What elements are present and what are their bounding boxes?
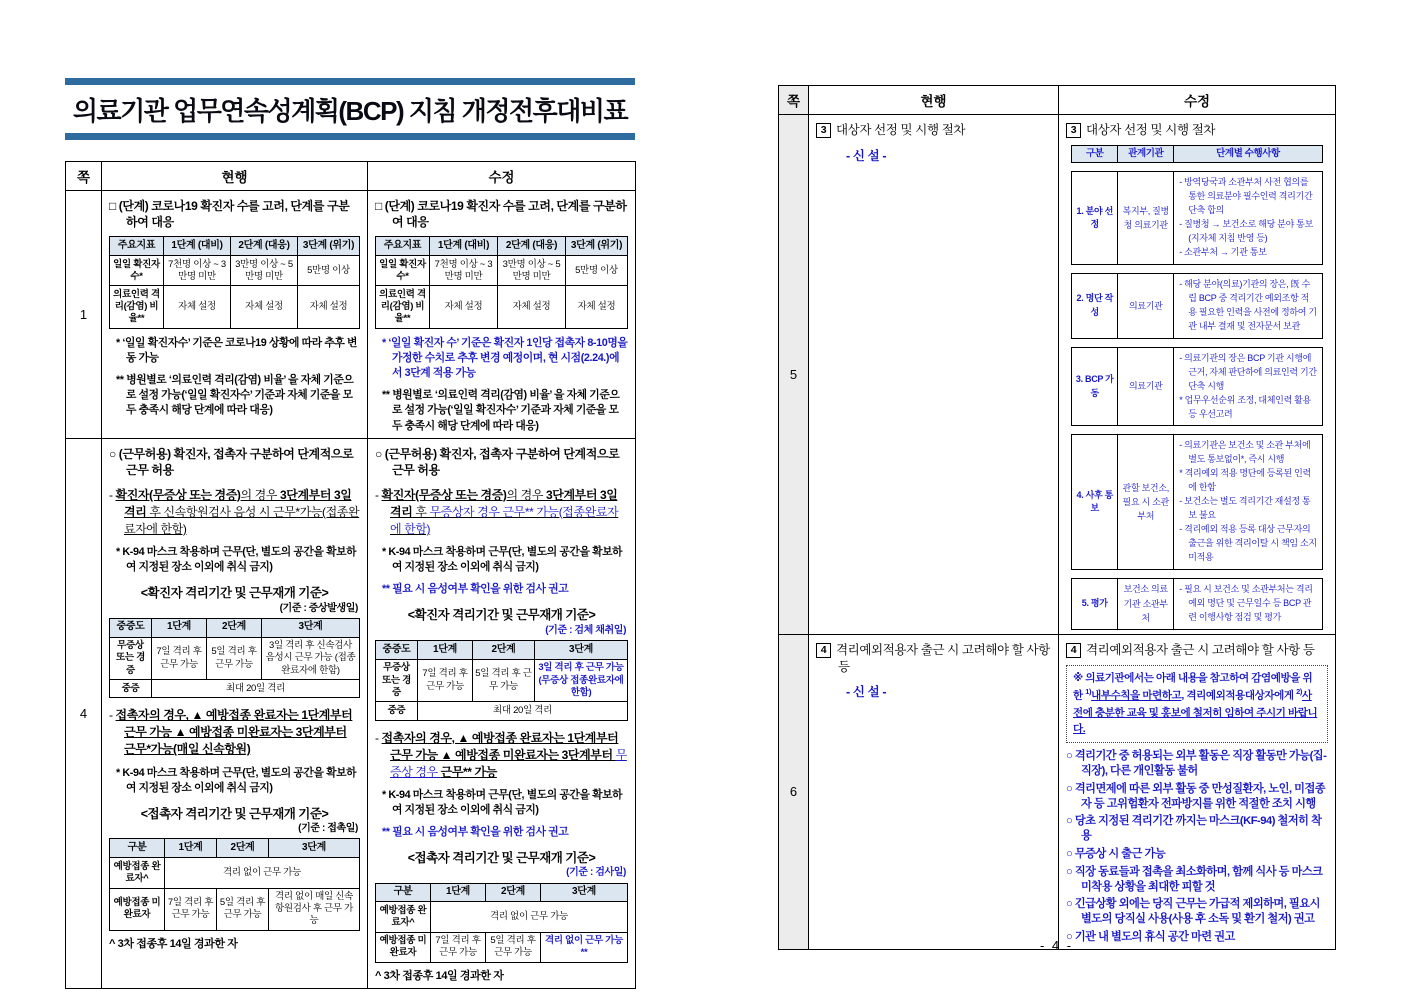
right-table-header-row: [779, 86, 1336, 115]
proc-step: 2. 명단 작성: [1072, 274, 1118, 339]
stage-h1: 1단계 (대비): [164, 237, 231, 256]
bullet1-bold1: 확진자(무증상 또는 경증): [381, 487, 507, 502]
proc-step: 5. 평가: [1072, 578, 1118, 629]
row1-revised-cell: [368, 191, 636, 439]
proc-item: - 필요 시 보건소 및 소관부처는 격리예외 명단 및 근무일수 등 BCP 관련 이행사항 점검 및 평가: [1179, 583, 1313, 622]
stage-r2-c0: 자체 설정: [164, 286, 231, 328]
section-heading-text: 격리예외적용자 출근 시 고려해야 할 사항 등: [836, 642, 1050, 674]
row1-current-note2: ** 병원별로 ‘의료인력 격리(감염) 비율’ 을 자체 기준으로 설정 가능(‘일일 확진자수’ 기준과 자체 기준을 모두 충족시 해당 단계에 따라 대응): [116, 374, 354, 417]
stage-r1-c1: 3만명 이상 ~ 5만명 미만: [231, 256, 298, 286]
proc-h2: 단계별 수행사항: [1174, 145, 1323, 163]
left-row-page4: [66, 438, 636, 988]
row4-revised-test-note: ** 필요 시 음성여부 확인을 위한 검사 권고: [382, 583, 569, 596]
new-establishment-label: - 신 설 -: [846, 685, 887, 700]
t2-r2-label: 예방접종 미완료자: [110, 888, 165, 930]
contact-table-title: <접촉자 격리기간 및 근무재개 기준>: [140, 806, 329, 821]
row1-current-heading: □ (단계) 코로나19 확진자 수를 고려, 단계를 구분하여 대응: [109, 199, 350, 230]
document-title: 의료기관 업무연속성계획(BCP) 지침 개정전후대비표: [72, 96, 628, 126]
t1-h1: 1단계: [152, 618, 207, 637]
bullet1-mid: 의 경우: [240, 487, 280, 502]
stage-h2: 2단계 (대응): [498, 237, 566, 256]
row4-current-cell: [102, 438, 368, 988]
row5-current-heading: [816, 122, 1051, 139]
contact-table-title: <접촉자 격리기간 및 근무재개 기준>: [407, 850, 596, 865]
stage-r2-c1: 자체 설정: [498, 286, 566, 328]
stage-r1-label: 일일 확진자수*: [110, 256, 164, 286]
section-number-box: 3: [1066, 123, 1081, 138]
page-number-cell: 4: [66, 438, 102, 988]
proc-items: [1174, 172, 1323, 265]
bullet1-bold2: 3단계부터 3일 격리: [124, 487, 352, 520]
confirmed-table-basis: (기준 : 증상발생일): [279, 602, 358, 614]
t2-h2: 2단계: [486, 883, 541, 902]
proc-item: - 의료기관은 보건소 및 소관 부처에 별도 통보없이*, 즉시 시행: [1179, 440, 1311, 465]
stage-h1: 1단계 (대비): [430, 237, 498, 256]
notice-underline1: 내부수칙을 마련하고: [1091, 689, 1182, 702]
row4-current-mask-note2: * K-94 마스크 착용하며 근무(단, 별도의 공간을 확보하여 지정된 장소 이외에 취식 금지): [116, 766, 357, 794]
stage-h3: 3단계 (위기): [298, 237, 360, 256]
proc-h1: 관계기관: [1118, 145, 1174, 163]
page-number-cell: 5: [779, 115, 809, 635]
proc-items: [1174, 274, 1323, 339]
bullet1-bold2: 3단계부터 3일 격리: [390, 487, 618, 520]
section-heading-text: 대상자 선정 및 시행 절차: [836, 123, 966, 137]
guidance-notice-box: [1066, 665, 1328, 744]
new-establishment-label: - 신 설 -: [846, 148, 887, 163]
proc-item: - 질병청 → 보건소로 해당 분야 통보 (지자체 지침 반영 등): [1179, 219, 1313, 244]
stage-h2: 2단계 (대응): [231, 237, 298, 256]
t1-h0: 중증도: [376, 641, 418, 660]
right-row-page6: [779, 634, 1336, 949]
proc-item: - 소관부처 → 기관 통보: [1179, 247, 1267, 258]
contact-table-basis: (기준 : 검사일): [566, 867, 626, 879]
procedure-row-3: [1071, 347, 1323, 427]
row4-revised-heading: ○ (근무허용) 확진자, 접촉자 구분하여 단계적으로 근무 허용: [375, 446, 620, 477]
dash: -: [109, 708, 113, 723]
page-right: [778, 85, 1335, 950]
row4-revised-mask-note: * K-94 마스크 착용하며 근무(단, 별도의 공간을 확보하여 지정된 장소 이외에 취식 금지): [382, 546, 623, 574]
t2-h0: 구분: [110, 839, 165, 858]
title-banner: [65, 78, 635, 140]
t2-r2-c1: 5일 격리 후 근무 가능: [486, 932, 541, 962]
t2-r1-label: 예방접종 완료자^: [110, 858, 165, 888]
dash: -: [375, 730, 379, 745]
proc-item: * 격리예외 적용 명단에 등록된 인력에 한함: [1179, 468, 1311, 493]
stage-table-header: [376, 237, 628, 256]
bullet2-blue: 무증상 경우: [390, 747, 627, 779]
t1-h1: 1단계: [418, 641, 473, 660]
bullet2-post: 근무** 가능: [440, 764, 497, 779]
row4-revised-bullet-contact: [375, 730, 628, 781]
row6-current-heading: [816, 642, 1051, 676]
consideration-item: ○ 격리면제에 따른 외부 활동 중 만성질환자, 노인, 미접종자 등 고위험환자 전파방지를 위한 적절한 조치 시행: [1066, 782, 1326, 810]
col-header-page: 쪽: [779, 86, 809, 115]
section-number-box: 3: [816, 123, 831, 138]
row4-current-footnote: ^ 3차 접종후 14일 경과한 자: [109, 937, 238, 950]
page-left: [65, 78, 635, 989]
proc-agency: 복지부, 질병청 의료기관: [1118, 172, 1174, 265]
row5-revised-cell: [1059, 115, 1336, 635]
row4-revised-footnote: ^ 3차 접종후 14일 경과한 자: [375, 970, 504, 983]
row4-current-mask-note: * K-94 마스크 착용하며 근무(단, 별도의 공간을 확보하여 지정된 장소 이외에 취식 금지): [116, 546, 357, 574]
stage-h0: 주요지표: [376, 237, 430, 256]
procedure-row-4: [1071, 434, 1323, 569]
confirmed-table-basis: (기준 : 검체 채취일): [545, 624, 626, 636]
t2-r2-c0: 7일 격리 후 근무 가능: [431, 932, 486, 962]
consideration-item: ○ 격리기간 중 허용되는 외부 활동은 직장 활동만 가능(집-직장), 다른 개인활동 불허: [1066, 750, 1327, 778]
procedure-row-2: [1071, 273, 1323, 339]
row4-current-bullet-contact: [109, 707, 360, 758]
row1-current-note1: * ‘일일 확진자수’ 기준은 코로나19 상황에 따라 추후 변동 가능: [116, 336, 358, 365]
contact-isolation-table-revised: [375, 883, 628, 963]
t2-h1: 1단계: [431, 883, 486, 902]
consideration-item: ○ 기관 내 별도의 휴식 공간 마련 권고: [1066, 930, 1235, 943]
confirmed-table-title: <확진자 격리기간 및 근무재개 기준>: [407, 608, 596, 623]
section-heading-text: 격리예외적용자 출근 시 고려해야 할 사항 등: [1086, 642, 1315, 657]
row4-revised-test-note2: ** 필요 시 음성여부 확인을 위한 검사 권고: [382, 825, 569, 838]
proc-step: 1. 분야 선정: [1072, 172, 1118, 265]
row1-current-cell: [102, 191, 368, 439]
bullet1-bold1: 확진자(무증상 또는 경증): [115, 487, 241, 502]
proc-step: 4. 사후 통보: [1072, 435, 1118, 569]
row4-current-bullet-confirmed: [109, 487, 360, 538]
proc-h0: 구분: [1072, 145, 1118, 163]
notice-underline2: 사전에 충분한 교육 및 홍보에 철저히 임하여 주시기 바랍니다.: [1073, 689, 1318, 736]
t2-h1: 1단계: [165, 839, 217, 858]
proc-items: [1174, 435, 1323, 569]
left-table-header-row: [66, 162, 636, 191]
t1-r1-c0: 7일 격리 후 근무 가능: [152, 637, 207, 679]
t1-h3: 3단계: [262, 618, 360, 637]
row4-revised-mask-note2: * K-94 마스크 착용하며 근무(단, 별도의 공간을 확보하여 지정된 장소 이외에 취식 금지): [382, 788, 623, 816]
t1-r2-value: 최대 20일 격리: [418, 702, 628, 720]
row4-current-heading: ○ (근무허용) 확진자, 접촉자 구분하여 단계적으로 근무 허용: [109, 446, 354, 477]
stage-r1-c2: 5만명 이상: [298, 256, 360, 286]
stage-row-daily: [110, 256, 360, 286]
row4-revised-cell: [368, 438, 636, 988]
stage-h0: 주요지표: [110, 237, 164, 256]
t1-r1-label: 무증상 또는 경증: [110, 637, 152, 679]
t2-r1-value: 격리 없이 근무 가능: [165, 858, 360, 888]
proc-item: - 의료기관의 장은 BCP 기관 시행에 근거, 자체 판단하에 의료인력 기간 단축 시행: [1179, 352, 1317, 391]
row4-revised-bullet-confirmed: [375, 487, 628, 538]
stage-row-ratio: [376, 286, 628, 328]
procedure-table-header: [1071, 145, 1323, 164]
t2-h2: 2단계: [217, 839, 269, 858]
bullet1-mid: 의 경우: [506, 487, 546, 502]
bullet2-pre: 접촉자의 경우, ▲ 예방접종 완료자는 1단계부터 근무 가능 ▲ 예방접종 미완료자는 3단계부터: [381, 730, 619, 762]
t1-r1-c1: 5일 격리 후 근무 가능: [473, 659, 535, 701]
bullet1-tail: 후 신속항원검사 음성 시 근무*가능(접종완료자에 한함): [124, 505, 360, 537]
consideration-item: ○ 직장 동료들과 접촉을 최소화하며, 함께 식사 등 마스크 미착용 상황을 최대한 피할 것: [1066, 865, 1323, 893]
section-heading-text: 대상자 선정 및 시행 절차: [1086, 123, 1216, 137]
page-number-cell: 6: [779, 634, 809, 949]
proc-item: * 업무우선순위 조정, 대체인력 활용 등 우선고려: [1179, 394, 1311, 419]
right-comparison-table: [778, 85, 1336, 950]
dash: -: [109, 487, 113, 502]
t1-r1-c2: 3일 격리 후 신속검사 음성시 근무 가능 (접종완료자에 한함): [262, 637, 360, 679]
page-footer: - 4 -: [1039, 938, 1074, 953]
row5-revised-heading: [1066, 122, 1328, 139]
t2-r1-label: 예방접종 완료자^: [376, 902, 431, 932]
stage-table-header: [110, 237, 360, 256]
col-header-current: 현행: [809, 86, 1059, 115]
t2-h0: 구분: [376, 883, 431, 902]
col-header-revised: 수정: [1059, 86, 1336, 115]
row1-revised-heading: □ (단계) 코로나19 확진자 수를 고려, 단계를 구분하여 대응: [375, 199, 627, 230]
t2-r2-c1: 5일 격리 후 근무 가능: [217, 888, 269, 930]
notice-sup2: 2): [1296, 687, 1302, 697]
contact-table-basis: (기준 : 접촉일): [298, 823, 358, 835]
t1-h2: 2단계: [207, 618, 262, 637]
row6-revised-heading: [1066, 642, 1328, 659]
proc-items: [1174, 578, 1323, 629]
row1-revised-note1: * ‘일일 확진자 수’ 기준은 확진자 1인당 접촉자 8-10명을 가정한 수치로 추후 변경 예정이며, 현 시점(2.24.)에서 3단계 적용 가능: [382, 336, 628, 380]
title-bottom-bar: [65, 133, 635, 140]
left-comparison-table: [65, 161, 636, 989]
stage-table-revised: [375, 236, 628, 329]
stage-r2-label: 의료인력 격리(감염) 비율**: [110, 286, 164, 328]
consideration-item: ○ 무증상 시 출근 가능: [1066, 847, 1166, 860]
consideration-item: ○ 당초 지정된 격리기간 까지는 마스크(KF-94) 철저히 착용: [1066, 815, 1322, 843]
procedure-row-1: [1071, 171, 1323, 265]
stage-r1-c2: 5만명 이상: [566, 256, 628, 286]
proc-step: 3. BCP 가동: [1072, 347, 1118, 426]
stage-h3: 3단계 (위기): [566, 237, 628, 256]
stage-r1-c0: 7천명 이상 ~ 3만명 미만: [164, 256, 231, 286]
t1-r1-c2-revision: 3일 격리 후 근무 가능 (무증상 접종완료자에 한함): [535, 659, 628, 701]
stage-row-ratio: [110, 286, 360, 328]
proc-item: - 방역당국과 소관부처 사전 협의를 통한 의료분야 필수인력 격리기간 단축 합의: [1179, 177, 1313, 216]
proc-agency: 의료기관: [1118, 347, 1174, 426]
t2-h3: 3단계: [541, 883, 628, 902]
section-number-box: 4: [1066, 643, 1081, 658]
stage-r2-c1: 자체 설정: [231, 286, 298, 328]
stage-r2-c2: 자체 설정: [298, 286, 360, 328]
row6-revised-cell: [1059, 634, 1336, 949]
section-number-box: 4: [816, 643, 831, 658]
stage-r1-c0: 7천명 이상 ~ 3만명 미만: [430, 256, 498, 286]
proc-item: - 보건소는 별도 격리기간 재설정 통보 불요: [1179, 496, 1311, 521]
consideration-item: ○ 긴급상황 외에는 당직 근무는 가급적 제외하며, 필요시 별도의 당직실 사용(사용 후 소독 및 환기 철저) 권고: [1066, 898, 1320, 926]
t2-r2-c2-revision: 격리 없이 근무 가능**: [541, 932, 628, 962]
bullet1-tail: 후: [412, 505, 430, 520]
t2-r2-c2: 격리 없이 매일 신속항원검사 후 근무 가능: [269, 888, 360, 930]
col-header-revised: 수정: [368, 162, 636, 191]
confirmed-table-title: <확진자 격리기간 및 근무재개 기준>: [140, 586, 329, 601]
proc-item: - 해당 분야(의료)기관의 장은, 旣 수립 BCP 중 격리기간 예외조항 적용 필요한 인력을 사전에 정하여 기관 내부 결재 및 전자문서 보관: [1179, 279, 1317, 331]
t2-r2-label: 예방접종 미완료자: [376, 932, 431, 962]
t1-h3: 3단계: [535, 641, 628, 660]
stage-r2-c0: 자체 설정: [430, 286, 498, 328]
t1-r1-c0: 7일 격리 후 근무 가능: [418, 659, 473, 701]
stage-r2-label: 의료인력 격리(감염) 비율**: [376, 286, 430, 328]
stage-row-daily: [376, 256, 628, 286]
row5-current-cell: [809, 115, 1059, 635]
t1-r2-value: 최대 20일 격리: [152, 680, 360, 698]
t1-r1-c1: 5일 격리 후 근무 가능: [207, 637, 262, 679]
proc-items: [1174, 347, 1323, 426]
t1-r1-label: 무증상 또는 경증: [376, 659, 418, 701]
row6-current-cell: [809, 634, 1059, 949]
stage-r2-c2: 자체 설정: [566, 286, 628, 328]
procedure-row-5: [1071, 578, 1323, 630]
t1-r2-label: 중증: [376, 702, 418, 720]
contact-isolation-table-current: [109, 838, 360, 931]
col-header-current: 현행: [102, 162, 368, 191]
stage-r1-c1: 3만명 이상 ~ 5만명 미만: [498, 256, 566, 286]
row1-revised-note2: ** 병원별로 ‘의료인력 격리(감염) 비율’ 을 자체 기준으로 설정 가능(‘일일 확진자수’ 기준과 자체 기준을 모두 충족시 해당 단계에 따라 대응): [382, 389, 620, 432]
page-number-cell: 1: [66, 191, 102, 439]
t1-h0: 중증도: [110, 618, 152, 637]
notice-sup1: 1): [1085, 687, 1092, 697]
proc-agency: 관할 보건소, 필요 시 소관부처: [1118, 435, 1174, 569]
left-row-page1: [66, 191, 636, 439]
dash: -: [375, 487, 379, 502]
bullet2-text: 접촉자의 경우, ▲ 예방접종 완료자는 1단계부터 근무 가능 ▲ 예방접종 미완료자는 3단계부터 근무*가능(매일 신속항원): [115, 708, 353, 757]
proc-agency: 보건소 의료기관 소관부처: [1118, 578, 1174, 629]
confirmed-isolation-table-revised: [375, 640, 628, 720]
stage-r1-label: 일일 확진자수*: [376, 256, 430, 286]
t2-r1-value: 격리 없이 근무 가능: [431, 902, 628, 932]
t1-h2: 2단계: [473, 641, 535, 660]
t1-r2-label: 중증: [110, 680, 152, 698]
proc-agency: 의료기관: [1118, 274, 1174, 339]
col-header-page: 쪽: [66, 162, 102, 191]
stage-table-current: [109, 236, 360, 329]
t2-h3: 3단계: [269, 839, 360, 858]
confirmed-isolation-table-current: [109, 618, 360, 698]
right-row-page5: [779, 115, 1336, 635]
t2-r2-c0: 7일 격리 후 근무 가능: [165, 888, 217, 930]
notice-seg1: ※ 의료기관에서는 아래 내용을 참고하여 감염예방을 위한: [1073, 671, 1313, 702]
proc-item: - 격리예외 적용 등록 대상 근무자의 출근을 위한 격리이탈 시 책임 소지 미적용: [1179, 524, 1317, 562]
title-top-bar: [65, 78, 635, 85]
notice-seg2: , 격리예외적용대상자에게: [1181, 689, 1297, 702]
bullet1-tail-blue: 무증상자 경우 근무** 가능(접종완료자에 한함): [390, 505, 619, 537]
